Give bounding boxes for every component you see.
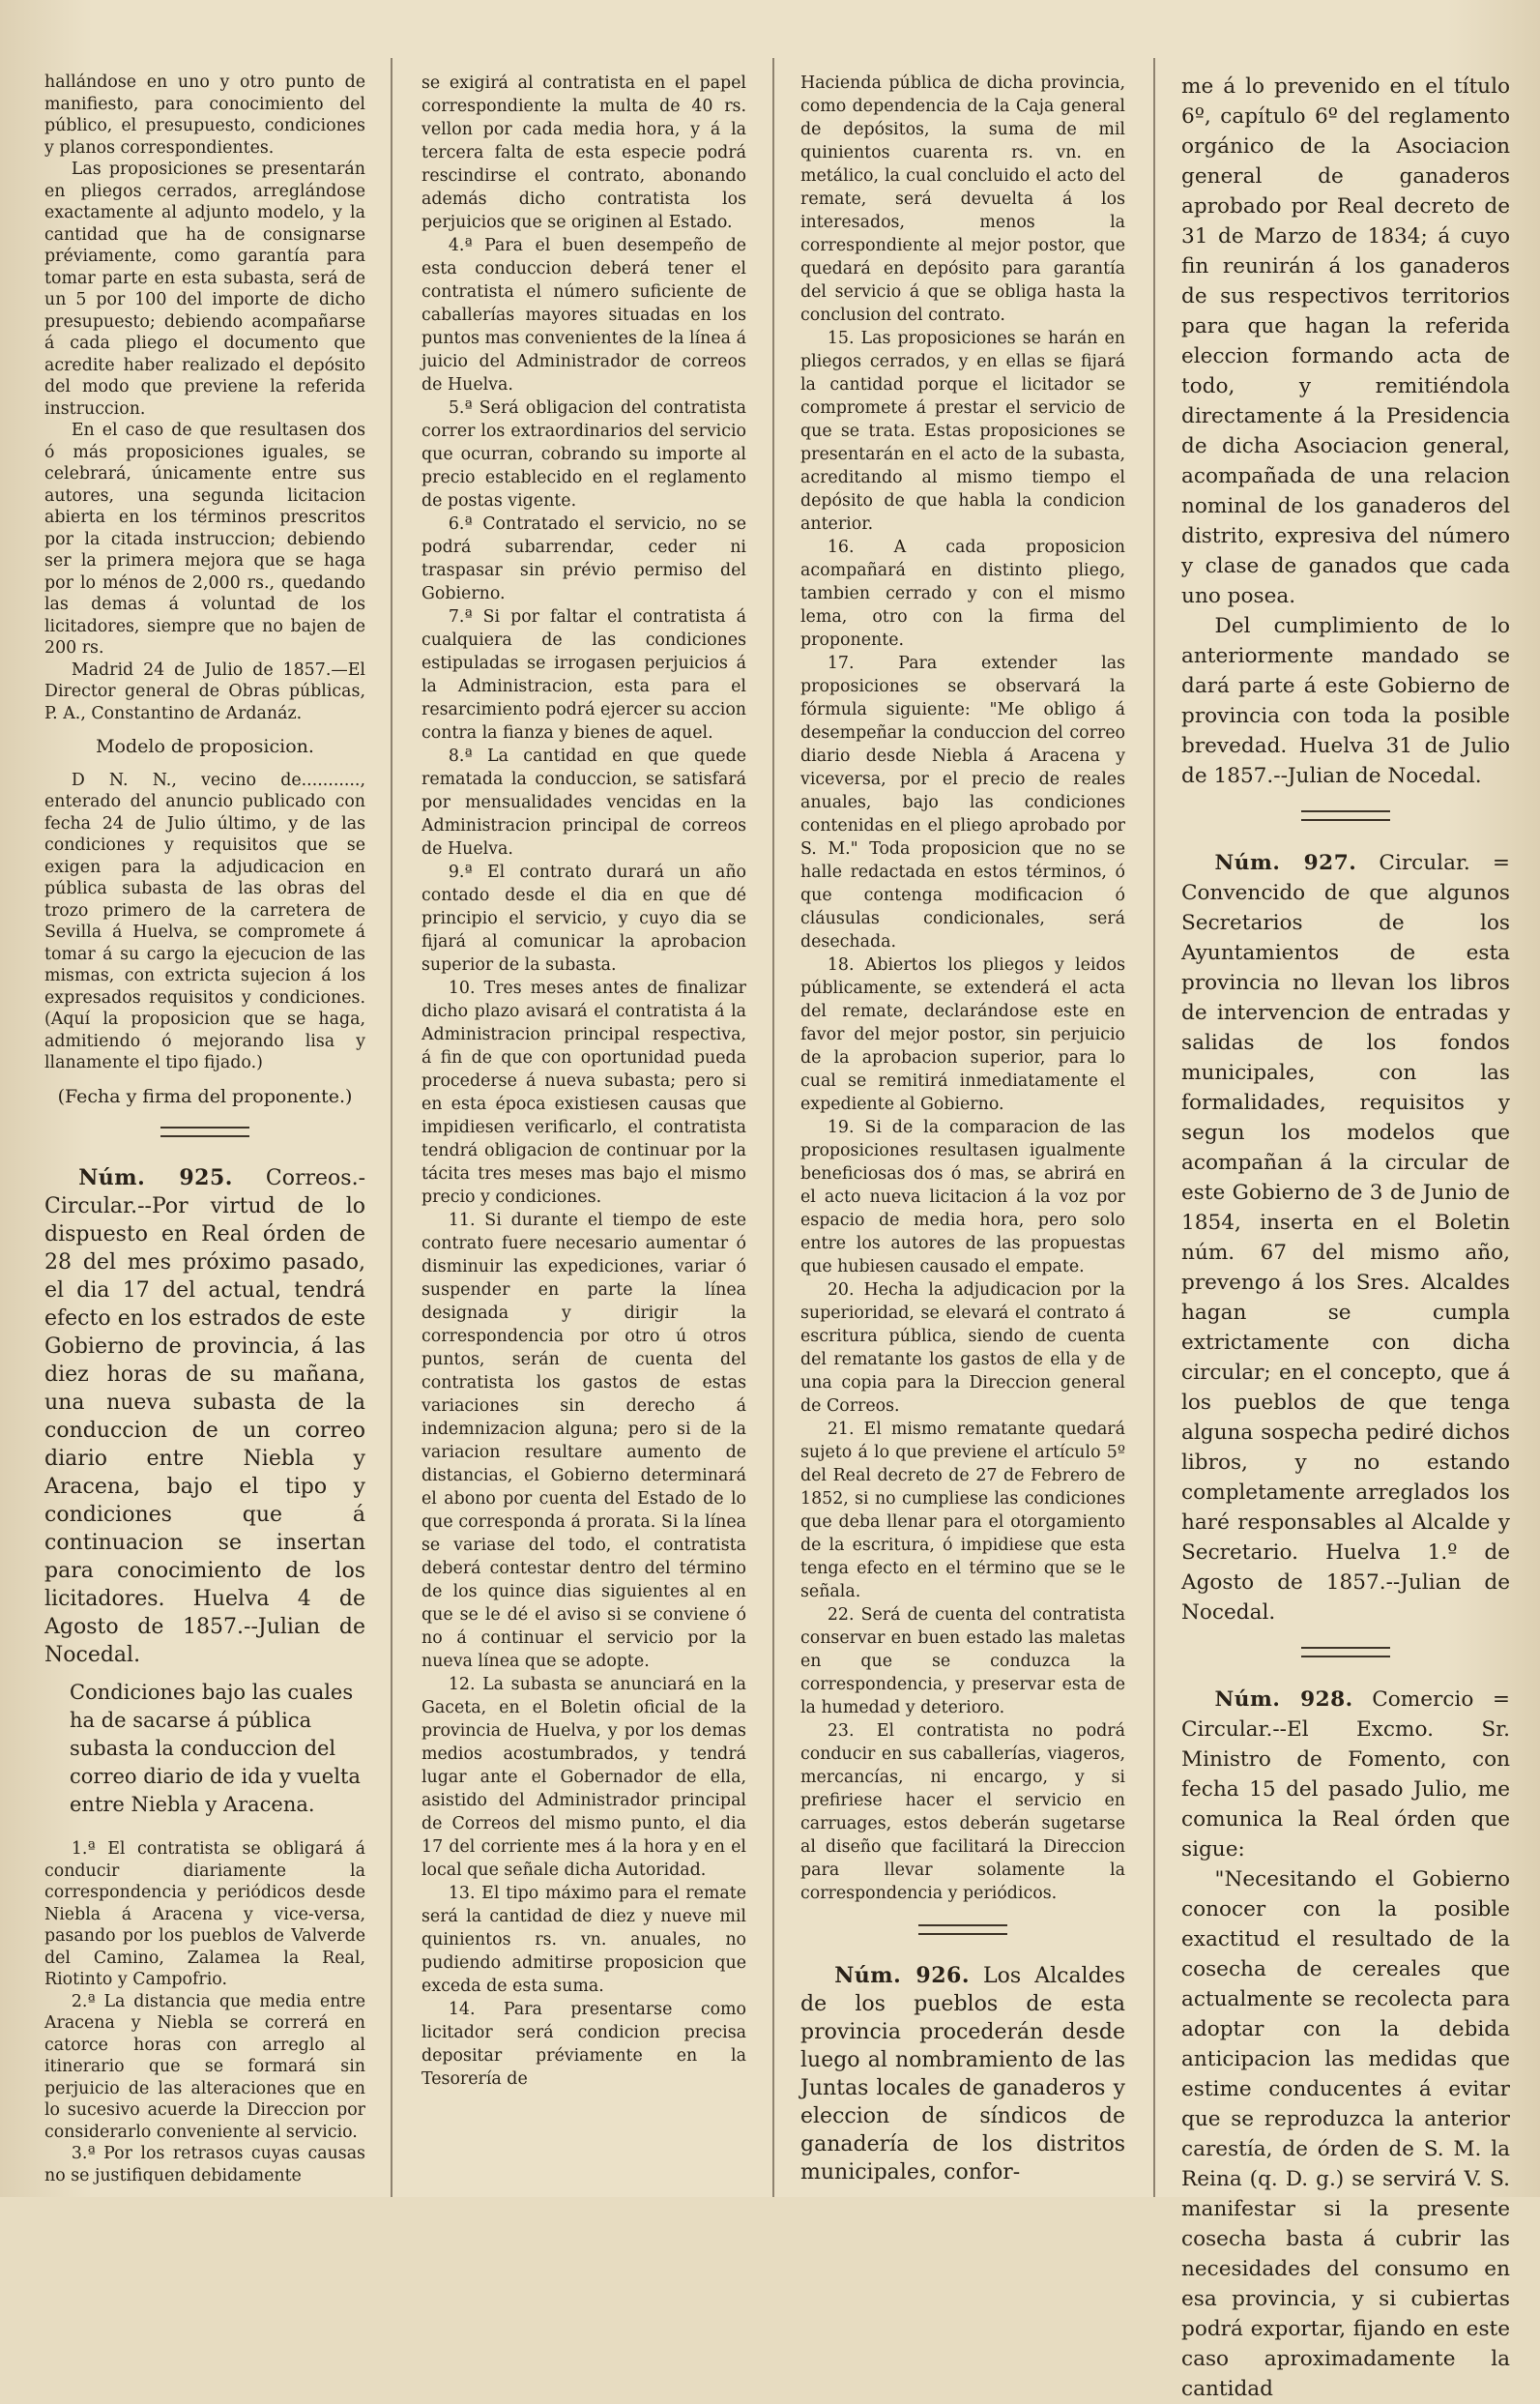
notice-927 [1181,848,1510,1627]
condition-item: 2.ª La distancia que media entre Aracena y Niebla se correrá en catorce horas con arreglo al itinerario que se formará sin perjuicio de las alteraciones que en lo sucesivo acuerde la Direccion por considerarlo conveniente al servicio. [44,1991,365,2142]
condition-item: 17. Para extender las proposiciones se observará la fórmula siguiente: "Me obligo á desempeñar la conduccion del correo diario desde Niebla á Aracena y viceversa, por el precio de reales anuales, bajo las condiciones contenidas en el pliego aprobado por S. M." Toda proposicion que no se halle redactada en estos términos, ó que contenga modificacion ó cláusulas condicionales, será desechada. [800,654,1125,952]
condition-item: 22. Será de cuenta del contratista conservar en buen estado las maletas en que se conduzca la correspondencia, y preservar esta de la humedad y deterioro. [800,1605,1125,1717]
separator [918,1924,1007,1935]
column-divider [391,58,392,2197]
column-divider [1153,58,1155,2197]
separator [1301,1647,1390,1657]
condition-item: 7.ª Si por faltar el contratista á cualquiera de las condiciones estipuladas se irrogasen perjuicios á la Administracion, esta para el resarcimiento podrá ejercer su accion contra la fianza y bienes de aquel. [421,607,746,743]
paragraph: hallándose en uno y otro punto de manifiesto, para conocimiento del público, el presupuesto, condiciones y planos correspondientes. [44,73,365,158]
column-divider [772,58,774,2197]
quoted-order: "Necesitando el Gobierno conocer con la posible exactitud el resultado de la cosecha de cereales que actualmente se recolecta para adoptar con la debida anticipacion las medidas que estime conducentes á evitar que se reproduzca la anterior carestía, de órden de S. M. la Reina (q. D. g.) se servirá V. S. manifestar si la presente cosecha basta á cubrir las necesidades del consumo en esa provincia, y si cubiertas podrá exportar, fijando en este caso aproximadamente la cantidad [1181,1867,1510,2401]
condition-item: 12. La subasta se anunciará en la Gaceta, en el Boletin oficial de la provincia de Huelva, y por los demas medios acostumbrados, y tendrá lugar ante el Gobernador de ella, asistido del Administrador principal de Correos del mismo punto, el dia 17 del corriente mes á la hora y en el local que señale dicha Autoridad. [421,1675,746,1880]
condition-item: 18. Abiertos los pliegos y leidos públicamente, se extenderá el acta del remate, declarándose este en favor del mejor postor, sin perjuicio de la aprobacion superior, para lo cual se remitirá inmediatamente el expediente al Gobierno. [800,955,1125,1114]
condition-item: 13. El tipo máximo para el remate será la cantidad de diez y nueve mil quinientos rs. vn. anuales, no pudiendo admitirse proposicion que exceda de esta suma. [421,1884,746,1996]
conditions-title: Condiciones bajo las cuales ha de sacarse á pública subasta la conduccion del correo diario de ida y vuelta entre Niebla y Aracena. [70,1681,361,1816]
notice-text: Comercio = Circular.--El Excmo. Sr. Ministro de Fomento, con fecha 15 del pasado Julio, me comunica la Real órden que sigue: [1181,1687,1510,1862]
model-proposal-text: D N. N., vecino de..........., enterado del anuncio publicado con fecha 24 de Julio último, y de las condiciones y requisitos que se exigen para la adjudicacion en pública subasta de las obras del trozo primero de la carretera de Sevilla á Huelva, se compromete á tomar á su cargo la ejecucion de las mismas, con extricta sujecion á los expresados requisitos y condiciones. (Aquí la proposicion que se haga, admitiendo ó mejorando lisa y llanamente el tipo fijado.) [44,770,365,1072]
notice-text: Los Alcaldes de los pueblos de esta provincia procederán desde luego al nombramiento de las Juntas locales de ganaderos y eleccion de síndicos de ganadería de los distritos municipales, confor- [800,1964,1125,2184]
condition-item: 21. El mismo rematante quedará sujeto á lo que previene el artículo 5º del Real decreto de 27 de Febrero de 1852, si no cumpliese las condiciones que deba llenar para el otorgamiento de la escritura, ó impidiese que esta tenga efecto en el término que se le señala. [800,1420,1125,1601]
condition-item: 3.ª Por los retrasos cuyas causas no se justifiquen debidamente [44,2144,365,2185]
condition-item: 14. Para presentarse como licitador será condicion precisa depositar préviamente en la Tesorería de [421,2000,746,2089]
notice-926 [800,1962,1125,2186]
column-3 [800,72,1125,2184]
paragraph: se exigirá al contratista en el papel correspondiente la multa de 40 rs. vellon por cada media hora, y á la tercera falta de esta especie podrá rescindirse el contrato, abonando además dicho contratista los perjuicios que se originen al Estado. [421,73,746,232]
paragraph: me á lo prevenido en el título 6º, capítulo 6º del reglamento orgánico de la Asociacion general de ganaderos aprobado por Real decreto de 31 de Marzo de 1834; á cuyo fin reunirán á los ganaderos de sus respectivos territorios para que hagan la referida eleccion formando acta de todo, y remitiéndola directamente á la Presidencia de dicha Asociacion general, acompañada de una relacion nominal de los ganaderos del distrito, expresiva del número y clase de ganados que cada uno posea. [1181,74,1510,608]
notice-925 [44,1164,365,1669]
condition-item: 4.ª Para el buen desempeño de esta conduccion deberá tener el contratista el número suficiente de caballerías mayores situadas en los puntos mas convenientes de la línea á juicio del Administrador de correos de Huelva. [421,236,746,395]
notice-number: Núm. 925. [78,1165,233,1190]
notice-928 [1181,1685,1510,1864]
column-4 [1181,72,1510,2401]
column-2 [421,72,746,2178]
condition-item: 1.ª El contratista se obligará á conducir diariamente la correspondencia y periódicos desde Niebla á Aracena y vice-versa, pasando por los pueblos de Valverde del Camino, Zalamea la Real, Riotinto y Campofrio. [44,1839,365,1989]
condition-item: 6.ª Contratado el servicio, no se podrá subarrendar, ceder ni traspasar sin prévio permiso del Gobierno. [421,514,746,603]
signature-line: Madrid 24 de Julio de 1857.—El Director general de Obras públicas, P. A., Constantino de Ardanáz. [44,660,365,723]
paragraph: Las proposiciones se presentarán en pliegos cerrados, arreglándose exactamente al adjunto modelo, y la cantidad que ha de consignarse préviamente, como garantía para tomar parte en esta subasta, será de un 5 por 100 del importe de dicho presupuesto; debiendo acompañarse á cada pliego el documento que acredite haber realizado el depósito del modo que previene la referida instruccion. [44,160,365,419]
paragraph: En el caso de que resultasen dos ó más proposiciones iguales, se celebrará, únicamente entre sus autores, una segunda licitacion abierta en los términos prescritos por la citada instruccion; debiendo ser la primera mejora que se haga por lo ménos de 2,000 rs., quedando las demas á voluntad de los licitadores, siempre que no bajen de 200 rs. [44,421,365,658]
condition-item: 15. Las proposiciones se harán en pliegos cerrados, y en ellas se fijará la cantidad porque el licitador se compromete á prestar el servicio de que se trata. Estas proposiciones se presentarán en el acto de la subasta, acreditando al mismo tiempo el depósito de que habla la condicion anterior. [800,329,1125,534]
condition-item: 10. Tres meses antes de finalizar dicho plazo avisará el contratista á la Administracion principal respectiva, á fin de que con oportunidad pueda procederse á nueva subasta; pero si en esta época existiesen causas que impidiesen verificarlo, el contratista tendrá obligacion de continuar por la tácita tres meses mas bajo el mismo precio y condiciones. [421,979,746,1207]
condition-item: 9.ª El contrato durará un año contado desde el dia en que dé principio el servicio, y cuyo dia se fijará al comunicar la aprobacion superior de la subasta. [421,863,746,975]
condition-item: 20. Hecha la adjudicacion por la superioridad, se elevará el contrato á escritura pública, siendo de cuenta del rematante los gastos de ella y de una copia para la Direccion general de Correos. [800,1280,1125,1416]
separator [160,1127,249,1137]
condition-item: 11. Si durante el tiempo de este contrato fuere necesario aumentar ó disminuir las expediciones, variar ó suspender en parte la línea designada y dirigir la correspondencia por otro ú otros puntos, serán de cuenta del contratista los gastos de estas variaciones sin derecho á indemnizacion alguna; pero si de la variacion resultare aumento de distancias, el Gobierno determinará el abono por cuenta del Estado de lo que corresponda á prorata. Si la línea se variase del todo, el contratista deberá contestar dentro del término de los quince dias siguientes al en que se le dé el aviso si se conviene ó no á continuar el servicio por la nueva línea que se adopte. [421,1211,746,1671]
notice-number: Núm. 926. [834,1963,970,1988]
notice-text: Correos.-Circular.--Por virtud de lo dispuesto en Real órden de 28 del mes próximo pasado, el dia 17 del actual, tendrá efecto en los estrados de este Gobierno de provincia, á las diez horas de su mañana, una nueva subasta de la conduccion de un correo diario entre Niebla y Aracena, bajo el tipo y condiciones que á continuacion se insertan para conocimiento de los licitadores. Huelva 4 de Agosto de 1857.--Julian de Nocedal. [44,1166,365,1667]
condition-item: 23. El contratista no podrá conducir en sus caballerías, viageros, mercancías, ni encargo, y si prefiriese hacer el servicio en carruages, estos deberán sugetarse al diseño que facilitará la Direccion para llevar solamente la correspondencia y periódicos. [800,1721,1125,1903]
condition-item: 8.ª La cantidad en que quede rematada la conduccion, se satisfará por mensualidades vencidas en la Administracion principal de correos de Huelva. [421,747,746,859]
column-1 [44,72,365,2185]
paragraph: Hacienda pública de dicha provincia, como dependencia de la Caja general de depósitos, la suma de mil quinientos cuarenta rs. vn. en metálico, la cual concluido el acto del remate, será devuelta á los interesados, menos la correspondiente al mejor postor, que quedará en depósito para garantía del servicio á que se obliga hasta la conclusion del contrato. [800,73,1125,325]
notice-number: Núm. 927. [1214,851,1357,875]
section-heading: Modelo de proposicion. [96,736,314,757]
notice-number: Núm. 928. [1214,1687,1353,1712]
paragraph: Del cumplimiento de lo anteriormente mandado se dará parte á este Gobierno de provincia con toda la posible brevedad. Huelva 31 de Julio de 1857.--Julian de Nocedal. [1181,614,1510,788]
condition-item: 19. Si de la comparacion de las proposiciones resultasen igualmente beneficiosas dos ó mas, se abrirá en el acto nueva licitacion á la voz por espacio de media hora, pero solo entre los autores de las propuestas que hubiesen causado el empate. [800,1118,1125,1276]
condition-item: 16. A cada proposicion acompañará en distinto pliego, tambien cerrado y con el mismo lema, otro con la firma del proponente. [800,538,1125,650]
notice-text: Circular. = Convencido de que algunos Secretarios de los Ayuntamientos de esta provincia no llevan los libros de intervencion de entradas y salidas de los fondos municipales, con las formalidades, requisitos y segun los modelos que acompañan á la circular de este Gobierno de 3 de Junio de 1854, inserta en el Boletin núm. 67 del mismo año, prevengo á los Sres. Alcaldes hagan se cumpla extrictamente con dicha circular; en el concepto, que á los pueblos de que tenga alguna sospecha pediré dichos libros, y no estando completamente arreglados los haré responsables al Alcalde y Secretario. Huelva 1.º de Agosto de 1857.--Julian de Nocedal. [1181,851,1510,1625]
signature-placeholder: (Fecha y firma del proponente.) [57,1085,353,1107]
separator [1301,810,1390,821]
condition-item: 5.ª Será obligacion del contratista correr los extraordinarios del servicio que ocurran, cobrando su importe al precio establecido en el reglamento de postas vigente. [421,398,746,511]
